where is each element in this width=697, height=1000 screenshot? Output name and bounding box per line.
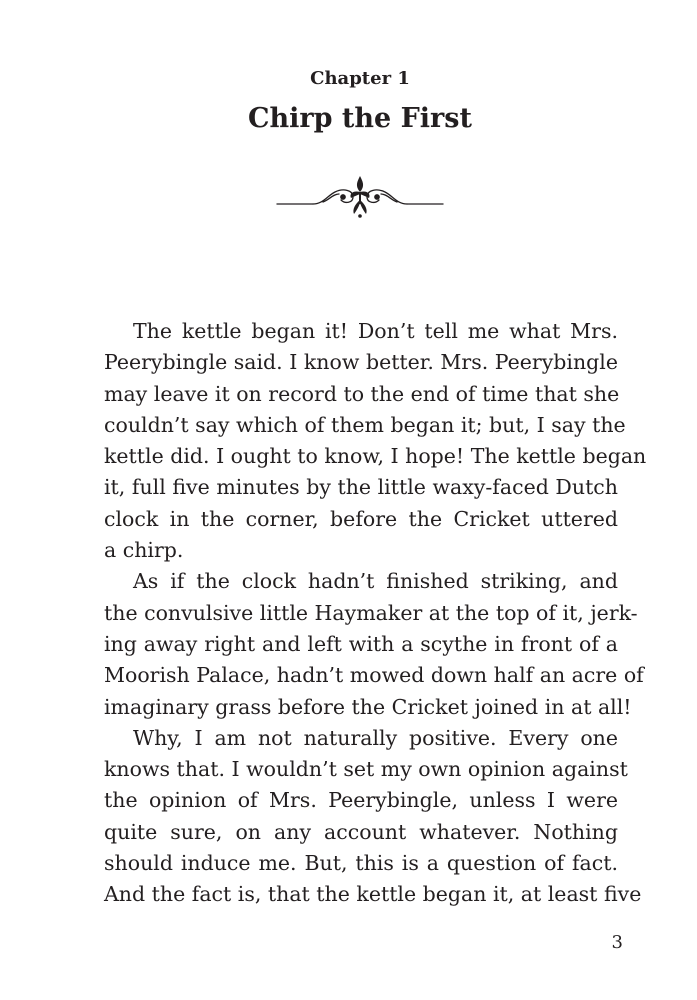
text-line: should induce me. But, this is a question of fact. bbox=[104, 851, 618, 876]
paragraph-1 bbox=[104, 316, 647, 566]
page-number: 3 bbox=[611, 932, 623, 953]
text-line: ing away right and left with a scythe in front of a bbox=[104, 631, 618, 656]
text-line: the convulsive little Haymaker at the top of it, jerk- bbox=[104, 600, 638, 625]
text-line: imaginary grass before the Cricket joined in at all! bbox=[104, 694, 632, 719]
body-text bbox=[104, 316, 647, 911]
paragraph-2 bbox=[104, 566, 644, 722]
text-line: Peerybingle said. I know better. Mrs. Peerybingle bbox=[104, 350, 618, 375]
text-line: a chirp. bbox=[104, 538, 184, 563]
text-line: the opinion of Mrs. Peerybingle, unless I were bbox=[104, 788, 618, 813]
text-line: couldn’t say which of them began it; but, I say the bbox=[104, 412, 626, 437]
text-line: As if the clock hadn’t finished striking, and bbox=[133, 569, 618, 594]
fleuron-divider-icon bbox=[275, 170, 445, 220]
text-line: Why, I am not naturally positive. Every one bbox=[133, 725, 618, 750]
text-line: The kettle began it! Don’t tell me what Mrs. bbox=[133, 319, 618, 343]
text-line: And the fact is, that the kettle began it, at least five bbox=[104, 882, 642, 907]
text-line: Moorish Palace, hadn’t mowed down half an acre of bbox=[104, 663, 644, 688]
text-line: clock in the corner, before the Cricket uttered bbox=[104, 506, 618, 531]
chapter-label: Chapter 1 bbox=[310, 68, 410, 89]
text-line: knows that. I wouldn’t set my own opinion against bbox=[104, 757, 628, 782]
text-line: may leave it on record to the end of time that she bbox=[104, 381, 620, 406]
paragraph-3 bbox=[104, 723, 642, 911]
chapter-title: Chirp the First bbox=[248, 103, 472, 134]
text-line: quite sure, on any account whatever. Nothing bbox=[104, 819, 618, 844]
text-line: it, full five minutes by the little waxy-faced Dutch bbox=[104, 475, 618, 500]
text-line: kettle did. I ought to know, I hope! The kettle began bbox=[104, 444, 647, 469]
